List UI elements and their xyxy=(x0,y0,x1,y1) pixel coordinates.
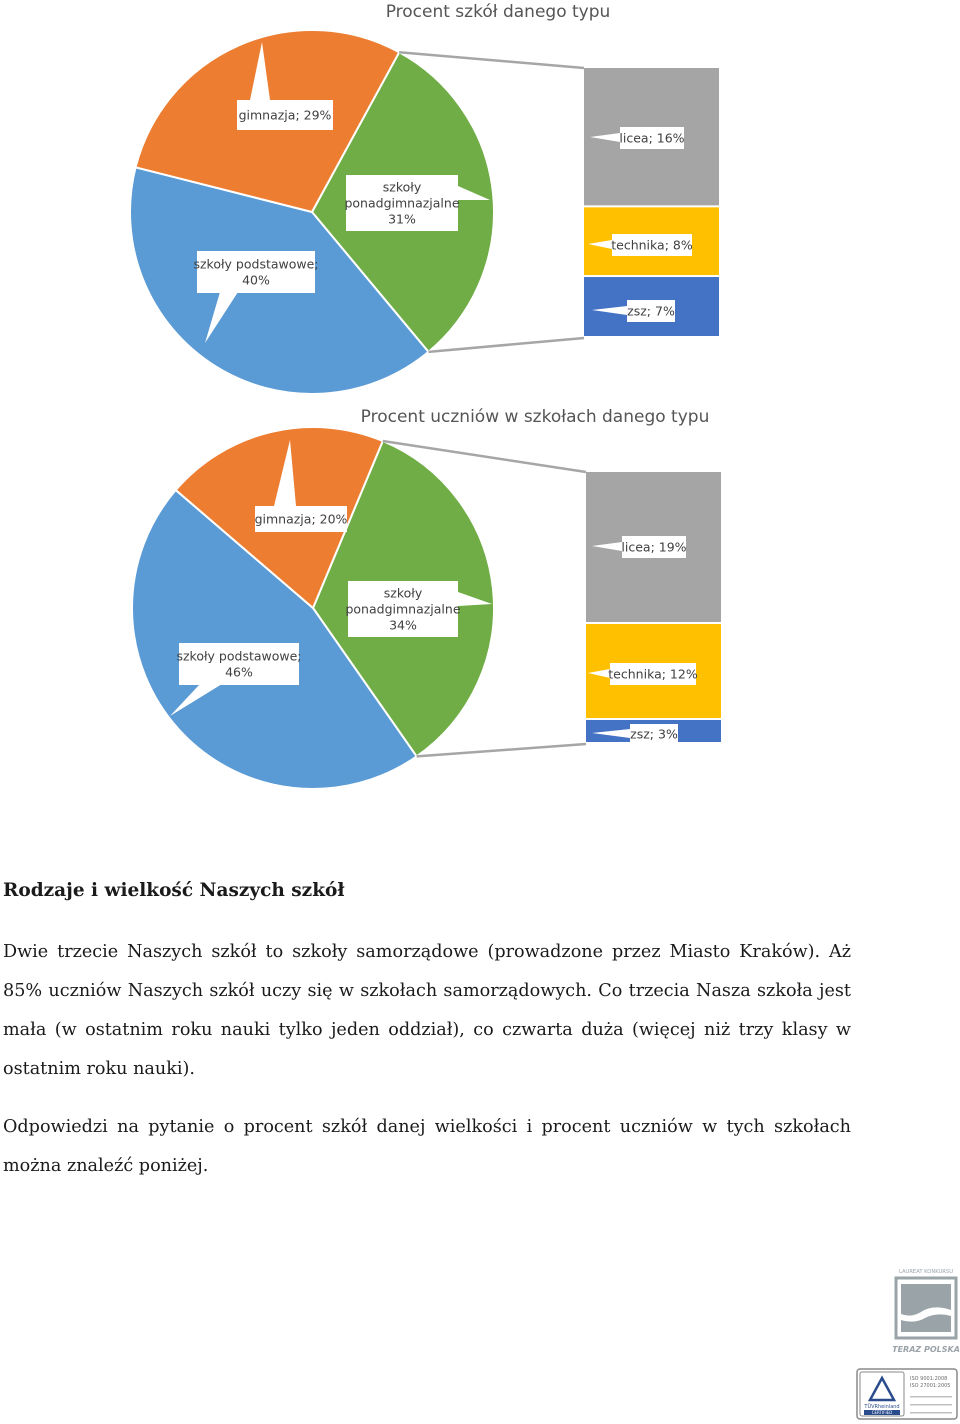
logo-top-text: LAUREAT KONKURSU xyxy=(898,1269,954,1275)
paragraph-intro: Dwie trzecie Naszych szkół to szkoły samorządowe (prowadzone przez Miasto Kraków). Aż 85% uczniów Naszych szkół uczy się w szkołach samorządowych. Co trzecia Nasza szkoła jest mała (w ostatnim roku nauki tylko jeden oddział), co czwarta duża (więcej niż trzy klasy w ostatnim roku nauki). xyxy=(3,942,851,1079)
chart-student-types xyxy=(0,398,960,808)
svg-text:34%: 34% xyxy=(389,617,417,633)
svg-text:technika; 12%: technika; 12% xyxy=(608,666,698,682)
teraz-polska-logo xyxy=(893,1266,959,1356)
iso-line-1: ISO 9001:2008 xyxy=(910,1376,948,1382)
svg-text:31%: 31% xyxy=(388,211,416,227)
svg-text:licea; 16%: licea; 16% xyxy=(619,130,685,146)
tuv-brand: TÜVRheinland xyxy=(864,1404,900,1410)
section-heading: Rodzaje i wielkość Naszych szkół xyxy=(3,880,345,901)
chart-title: Procent szkół danego typu xyxy=(385,2,611,22)
svg-text:gimnazja; 29%: gimnazja; 29% xyxy=(238,107,332,123)
svg-text:ponadgimnazjalne: ponadgimnazjalne xyxy=(344,195,460,211)
svg-text:zsz; 7%: zsz; 7% xyxy=(627,303,675,319)
svg-text:46%: 46% xyxy=(225,664,253,680)
tuv-certificate-logo xyxy=(856,1368,958,1420)
iso-line-2: ISO 27001:2005 xyxy=(910,1383,951,1389)
svg-text:technika; 8%: technika; 8% xyxy=(611,237,693,253)
connector-line xyxy=(428,338,584,352)
svg-text:ponadgimnazjalne: ponadgimnazjalne xyxy=(345,601,461,617)
svg-text:szkoły: szkoły xyxy=(383,585,423,601)
svg-text:zsz; 3%: zsz; 3% xyxy=(630,726,678,742)
chart-school-types xyxy=(0,0,960,400)
logo-bottom-text: TERAZ POLSKA xyxy=(893,1345,959,1354)
chart-title: Procent uczniów w szkołach danego typu xyxy=(360,407,710,427)
svg-text:gimnazja; 20%: gimnazja; 20% xyxy=(254,511,348,527)
svg-text:szkoły podstawowe;: szkoły podstawowe; xyxy=(176,648,302,664)
pie-chart-svg xyxy=(0,398,960,808)
svg-text:licea; 19%: licea; 19% xyxy=(621,539,687,555)
pie-chart-svg xyxy=(0,0,960,400)
connector-line xyxy=(399,52,584,68)
svg-text:szkoły: szkoły xyxy=(382,179,422,195)
svg-text:szkoły podstawowe;: szkoły podstawowe; xyxy=(193,256,319,272)
tuv-status: CERTIFIED xyxy=(871,1410,893,1415)
svg-text:40%: 40% xyxy=(242,272,270,288)
paragraph-answers: Odpowiedzi na pytanie o procent szkół danej wielkości i procent uczniów w tych szkołach można znaleźć poniżej. xyxy=(3,1117,851,1176)
connector-line xyxy=(417,744,586,756)
